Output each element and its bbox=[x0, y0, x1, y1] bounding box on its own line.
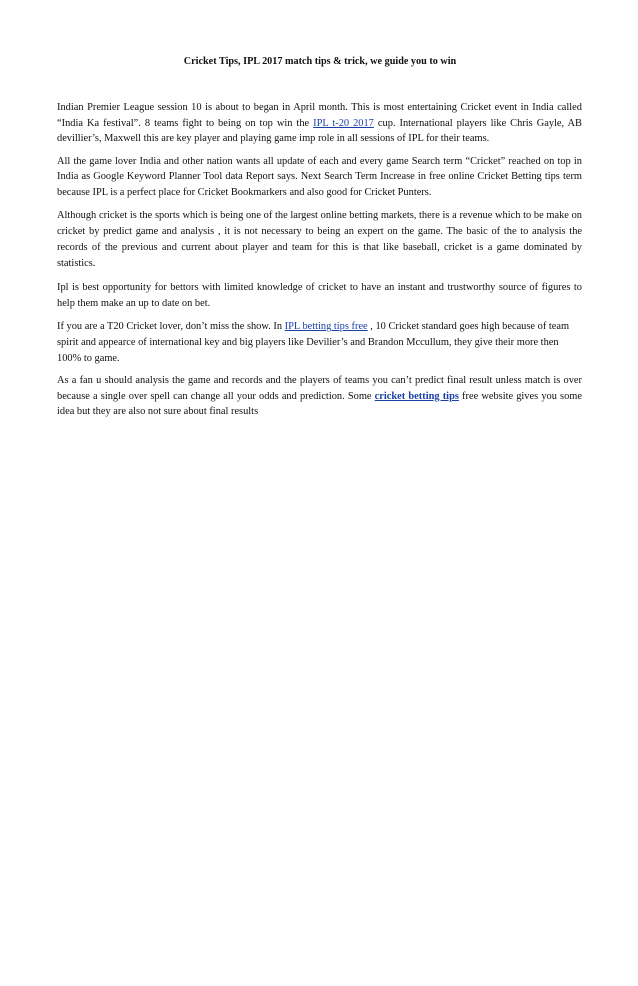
paragraph-search-trends: All the game lover India and other nation wants all update of each and every game Search term “Cricket” reached on top in India as Google Keyword Planner Tool data Report says. Next Search Term Increase in free online Cricket Betting tips term because IPL is a perfect place for Cricket Bookmarkers and also good for Cricket Punters. bbox=[57, 155, 582, 198]
paragraph-fan-analysis bbox=[57, 373, 582, 420]
paragraph-opportunity: Ipl is best opportunity for bettors with limited knowledge of cricket to have an instant and trustworthy source of figures to help them make an up to date on bet. bbox=[57, 281, 582, 310]
paragraph-text: , 10 Cricket standard goes high because of team spirit and appearce of international key and big players like Devilier’s and Brandon Mccullum, they give their more then 100% to game. bbox=[57, 321, 570, 364]
paragraph-text: cup. International players like Chris Gayle, AB devillier’s, Maxwell this are key player and playing game imp role in all sessions of IPL for their teams. bbox=[57, 117, 582, 145]
document-body bbox=[57, 100, 582, 427]
ipl-t20-2017-link[interactable]: IPL t-20 2017 bbox=[313, 117, 374, 129]
paragraph-text: As a fan u should analysis the game and records and the players of teams you can’t predict final result unless match is over because a single over spell can change all your odds and prediction. Some bbox=[57, 375, 582, 402]
paragraph-t20-lover bbox=[57, 319, 582, 366]
paragraph-text: If you are a T20 Cricket lover, don’t miss the show. In bbox=[57, 321, 285, 333]
paragraph-betting-markets: Although cricket is the sports which is being one of the largest online betting markets, there is a revenue which to be make on cricket by predict game and analysis , it is not necessary to being an expert on the game. The basic of the to analysis the records of the previous and current about player and team for this is that like baseball, cricket is a game dominated by statistics. bbox=[57, 209, 582, 270]
paragraph-text: free website gives you some idea but they are also not sure about final results bbox=[57, 390, 582, 418]
cricket-betting-tips-link[interactable]: cricket betting tips bbox=[374, 390, 459, 402]
paragraph-text: Indian Premier League session 10 is about to began in April month. This is most entertaining Cricket event in India called “India Ka festival”. 8 teams fight to being on top win the bbox=[57, 102, 582, 129]
ipl-betting-tips-free-link[interactable]: IPL betting tips free bbox=[284, 321, 368, 333]
document-title: Cricket Tips, IPL 2017 match tips & trick, we guide you to win bbox=[183, 56, 457, 67]
paragraph-ipl-intro bbox=[57, 100, 582, 147]
